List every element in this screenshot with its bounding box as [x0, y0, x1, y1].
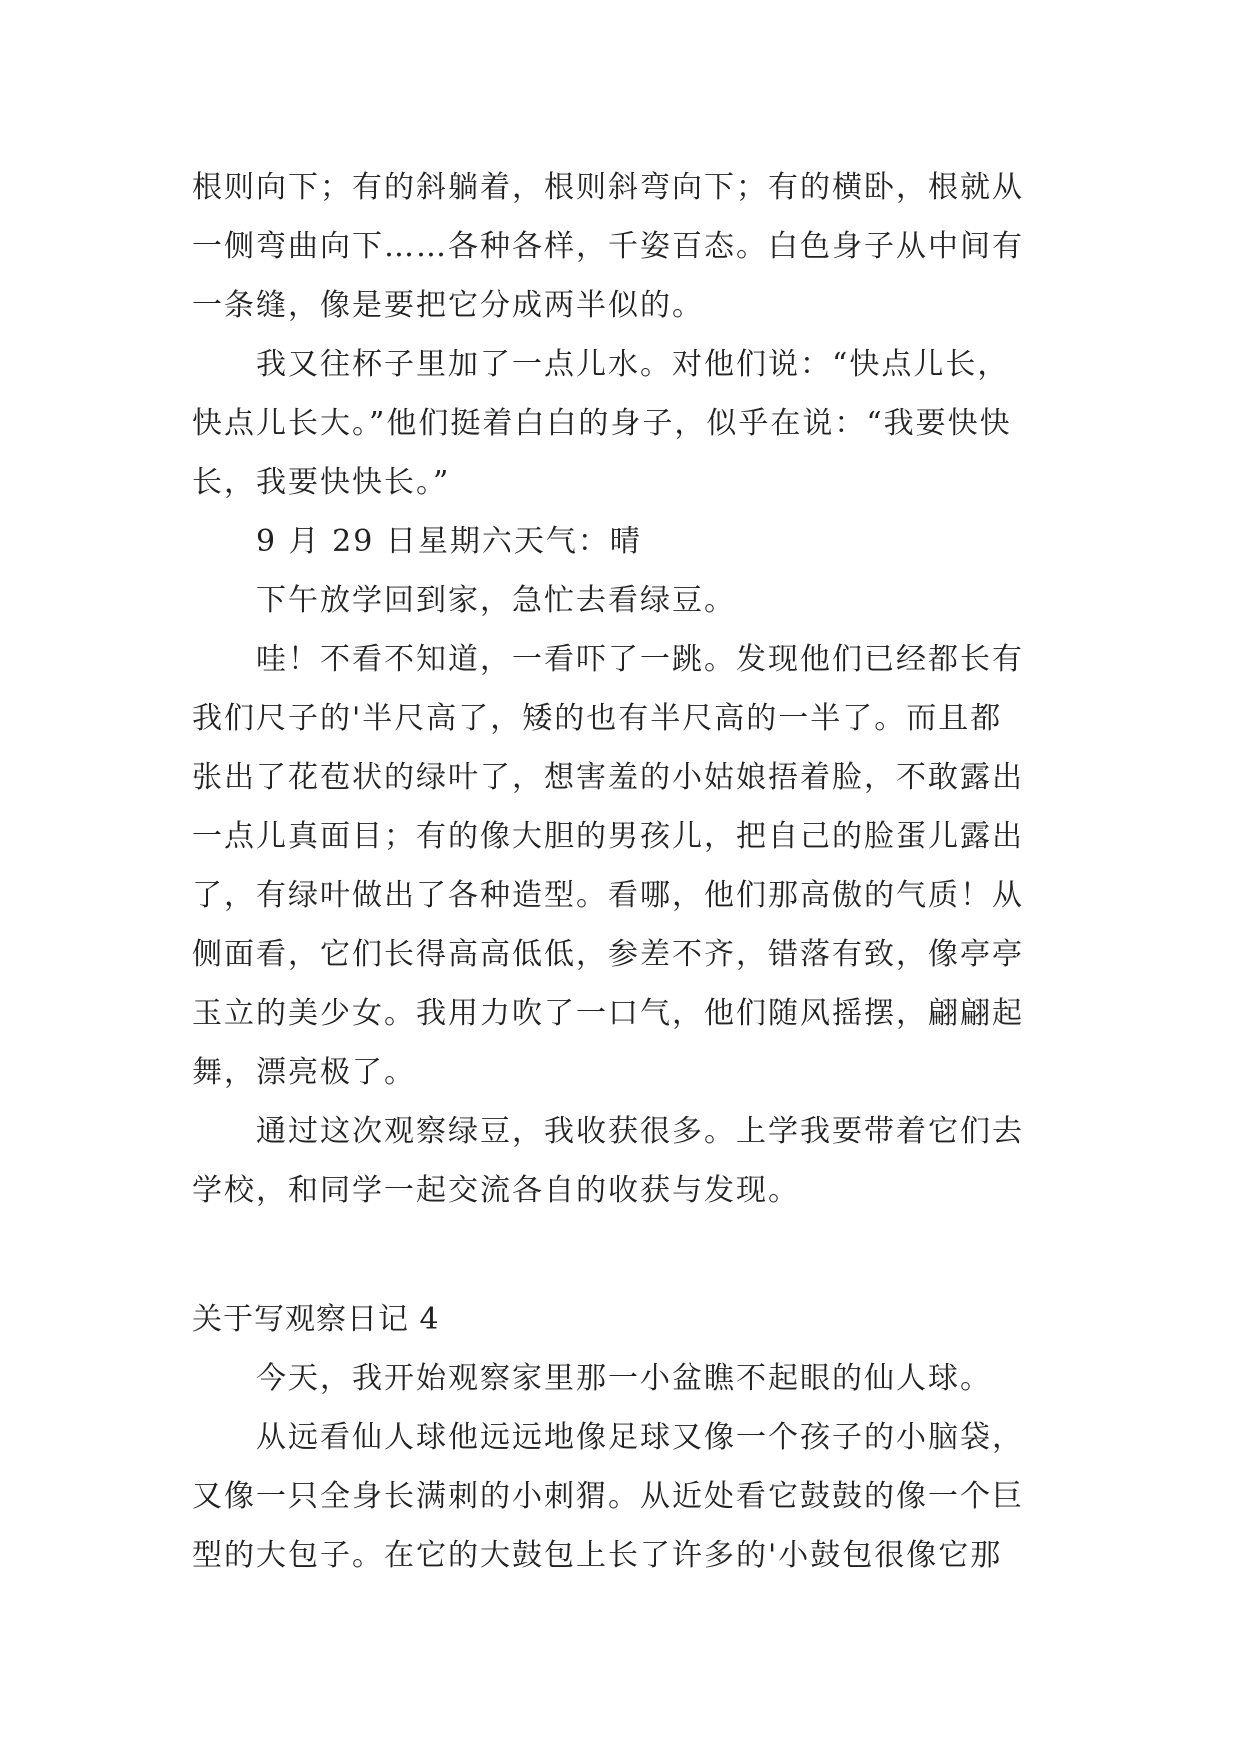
- paragraph-line: 侧面看，它们长得高高低低，参差不齐，错落有致，像亭亭: [192, 937, 1024, 972]
- paragraph-line: 我又往杯子里加了一点儿水。对他们说：“快点儿长，: [256, 347, 1010, 382]
- paragraph-line: 长，我要快快长。”: [192, 465, 451, 500]
- paragraph-line: 今天，我开始观察家里那一小盆瞧不起眼的仙人球。: [256, 1361, 992, 1396]
- paragraph-line: 快点儿长大。”他们挺着白白的身子，似乎在说：“我要快快: [192, 406, 1012, 441]
- paragraph-line: 从远看仙人球他远远地像足球又像一个孩子的小脑袋，: [256, 1420, 1024, 1455]
- document-body: [192, 158, 1052, 1585]
- paragraph-line: 一点儿真面目；有的像大胆的男孩儿，把自己的脸蛋儿露出: [192, 819, 1024, 854]
- paragraph-line: 下午放学回到家，急忙去看绿豆。: [256, 583, 736, 618]
- diary-date-line: 9 月 29 日星期六天气：晴: [256, 524, 642, 559]
- paragraph-line: 学校，和同学一起交流各自的收获与发现。: [192, 1173, 800, 1208]
- paragraph-line: 玉立的美少女。我用力吹了一口气，他们随风摇摆，翩翩起: [192, 996, 1024, 1031]
- section-title: 关于写观察日记 4: [192, 1302, 440, 1337]
- paragraph-line: 张出了花苞状的绿叶了，想害羞的小姑娘捂着脸，不敢露出: [192, 760, 1024, 795]
- paragraph-line: 我们尺子的'半尺高了，矮的也有半尺高的一半了。而且都: [192, 701, 1003, 736]
- paragraph-line: 舞，漂亮极了。: [192, 1055, 416, 1090]
- paragraph-line: 根则向下；有的斜躺着，根则斜弯向下；有的横卧，根就从: [192, 170, 1024, 205]
- paragraph-line: 一侧弯曲向下……各种各样，千姿百态。白色身子从中间有: [192, 229, 1024, 264]
- paragraph-line: 又像一只全身长满刺的小刺猬。从近处看它鼓鼓的像一个巨: [192, 1479, 1024, 1514]
- paragraph-line: 一条缝，像是要把它分成两半似的。: [192, 288, 704, 323]
- paragraph-line: 型的大包子。在它的大鼓包上长了许多的'小鼓包很像它那: [192, 1538, 1003, 1573]
- paragraph-line: 了，有绿叶做出了各种造型。看哪，他们那高傲的气质！从: [192, 878, 1024, 913]
- paragraph-line: 哇！不看不知道，一看吓了一跳。发现他们已经都长有: [256, 642, 1024, 677]
- section-spacer: [192, 1220, 1052, 1290]
- paragraph-line: 通过这次观察绿豆，我收获很多。上学我要带着它们去: [256, 1114, 1024, 1149]
